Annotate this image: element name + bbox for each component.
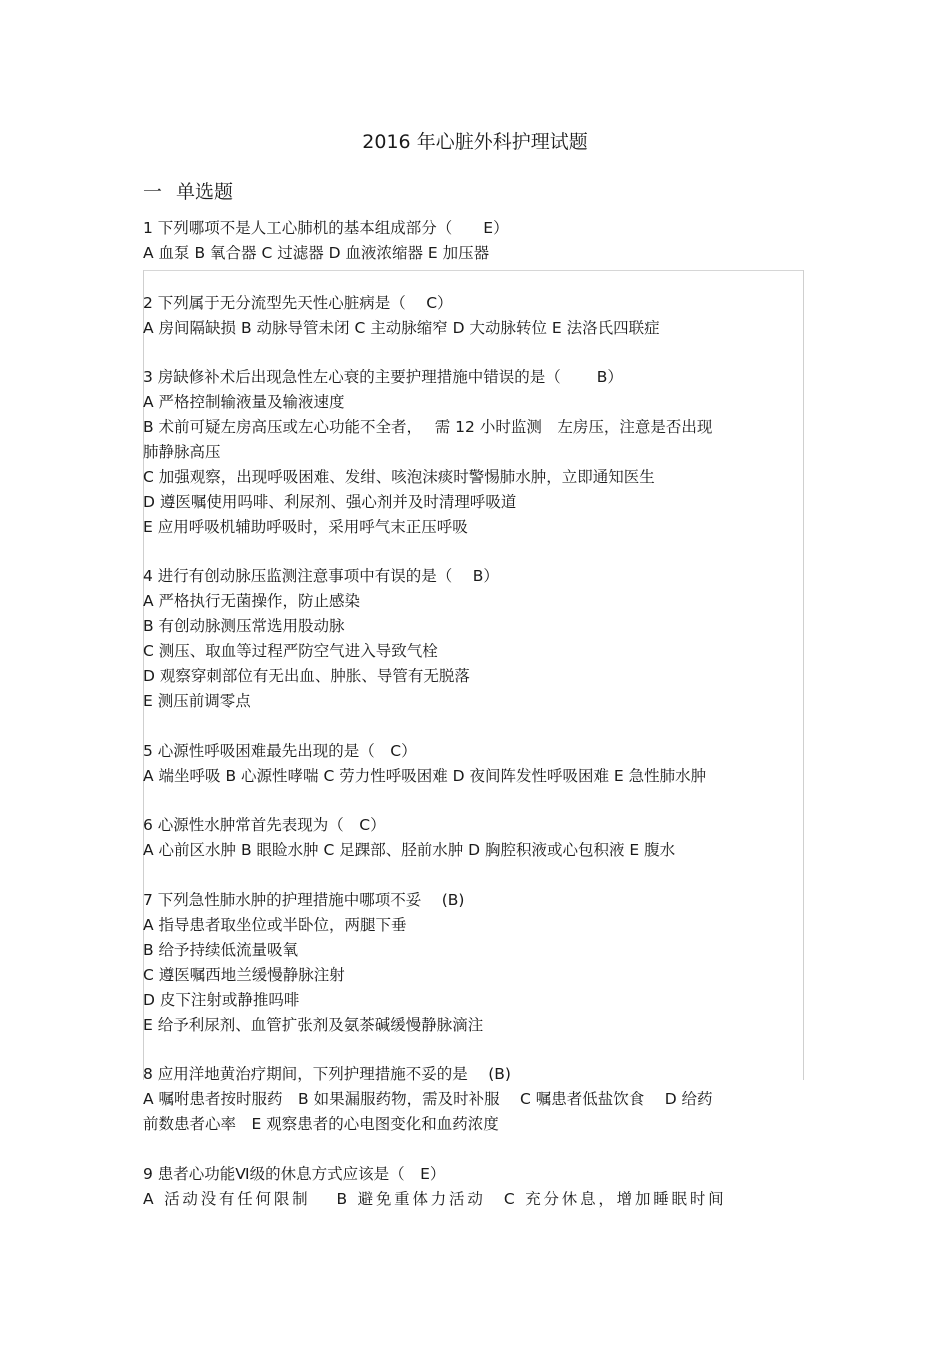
question-option-line: A 严格控制输液量及输液速度 [143, 393, 345, 412]
question-9 [143, 1162, 808, 1212]
question-option-line: B 给予持续低流量吸氧 [143, 940, 299, 959]
section-label: 单选题 [176, 181, 234, 203]
question-option-line: C 遵医嘱西地兰缓慢静脉注射 [143, 965, 345, 984]
question-option-line: A 嘱咐患者按时服药 B 如果漏服药物，需及时补服 C 嘱患者低盐饮食 D 给药 [143, 1090, 713, 1109]
question-option-line: B 术前可疑左房高压或左心功能不全者， 需 12 小时监测 左房压，注意是否出现 [143, 418, 713, 437]
question-option-line: A 房间隔缺损 B 动脉导管未闭 C 主动脉缩窄 D 大动脉转位 E 法洛氏四联症 [143, 318, 660, 337]
question-1 [143, 216, 808, 266]
section-heading [143, 178, 233, 206]
question-option-line: A 心前区水肿 B 眼睑水肿 C 足踝部、胫前水肿 D 胸腔积液或心包积液 E 腹水 [143, 841, 676, 860]
question-stem: 6 心源性水肿常首先表现为（ C） [143, 816, 386, 835]
question-option-line: E 测压前调零点 [143, 691, 251, 710]
question-stem: 7 下列急性肺水肿的护理措施中哪项不妥 (B) [143, 891, 465, 910]
question-stem: 9 患者心功能Ⅵ级的休息方式应该是（ E） [143, 1164, 446, 1183]
section-number: 一 [143, 181, 163, 203]
question-option-line: E 应用呼吸机辅助呼吸时，采用呼气末正压呼吸 [143, 517, 468, 536]
question-stem: 1 下列哪项不是人工心肺机的基本组成部分（ E） [143, 219, 509, 237]
question-3 [143, 365, 808, 539]
question-option-line: A 指导患者取坐位或半卧位，两腿下垂 [143, 915, 407, 934]
question-option-line: C 测压、取血等过程严防空气进入导致气栓 [143, 642, 438, 661]
question-stem: 3 房缺修补术后出现急性左心衰的主要护理措施中错误的是（ B） [143, 368, 623, 387]
question-option-line: D 观察穿刺部位有无出血、肿胀、导管有无脱落 [143, 667, 470, 686]
document-title: 2016 年心脏外科护理试题 [362, 131, 588, 153]
question-option-line: B 有创动脉测压常选用股动脉 [143, 617, 345, 636]
question-option-line: D 遵医嘱使用吗啡、利尿剂、强心剂并及时清理呼吸道 [143, 492, 517, 511]
question-option-line: A 活动没有任何限制 B 避免重体力活动 C 充分休息，增加睡眠时间 [143, 1189, 727, 1208]
question-4 [143, 564, 808, 713]
question-option-line: A 端坐呼吸 B 心源性哮喘 C 劳力性呼吸困难 D 夜间阵发性呼吸困难 E 急性肺水肿 [143, 766, 707, 785]
question-option-line: 前数患者心率 E 观察患者的心电图变化和血药浓度 [143, 1115, 499, 1134]
question-option-line: 肺静脉高压 [143, 443, 221, 462]
question-list [143, 216, 808, 1212]
question-stem: 8 应用洋地黄治疗期间，下列护理措施不妥的是 (B) [143, 1065, 511, 1084]
question-option-line: A 严格执行无菌操作，防止感染 [143, 592, 361, 611]
question-stem: 4 进行有创动脉压监测注意事项中有误的是（ B） [143, 567, 499, 586]
question-5 [143, 739, 808, 789]
question-2 [143, 291, 808, 341]
question-option-line: D 皮下注射或静推吗啡 [143, 990, 300, 1009]
question-7 [143, 888, 808, 1037]
question-stem: 2 下列属于无分流型先天性心脏病是（ C） [143, 293, 453, 312]
question-option-line: A 血泵 B 氧合器 C 过滤器 D 血液浓缩器 E 加压器 [143, 243, 490, 262]
question-option-line: C 加强观察，出现呼吸困难、发绀、咳泡沫痰时警惕肺水肿，立即通知医生 [143, 467, 655, 486]
question-option-line: E 给予利尿剂、血管扩张剂及氨茶碱缓慢静脉滴注 [143, 1015, 484, 1034]
question-stem: 5 心源性呼吸困难最先出现的是（ C） [143, 741, 417, 760]
question-6 [143, 813, 808, 863]
question-8 [143, 1062, 808, 1137]
